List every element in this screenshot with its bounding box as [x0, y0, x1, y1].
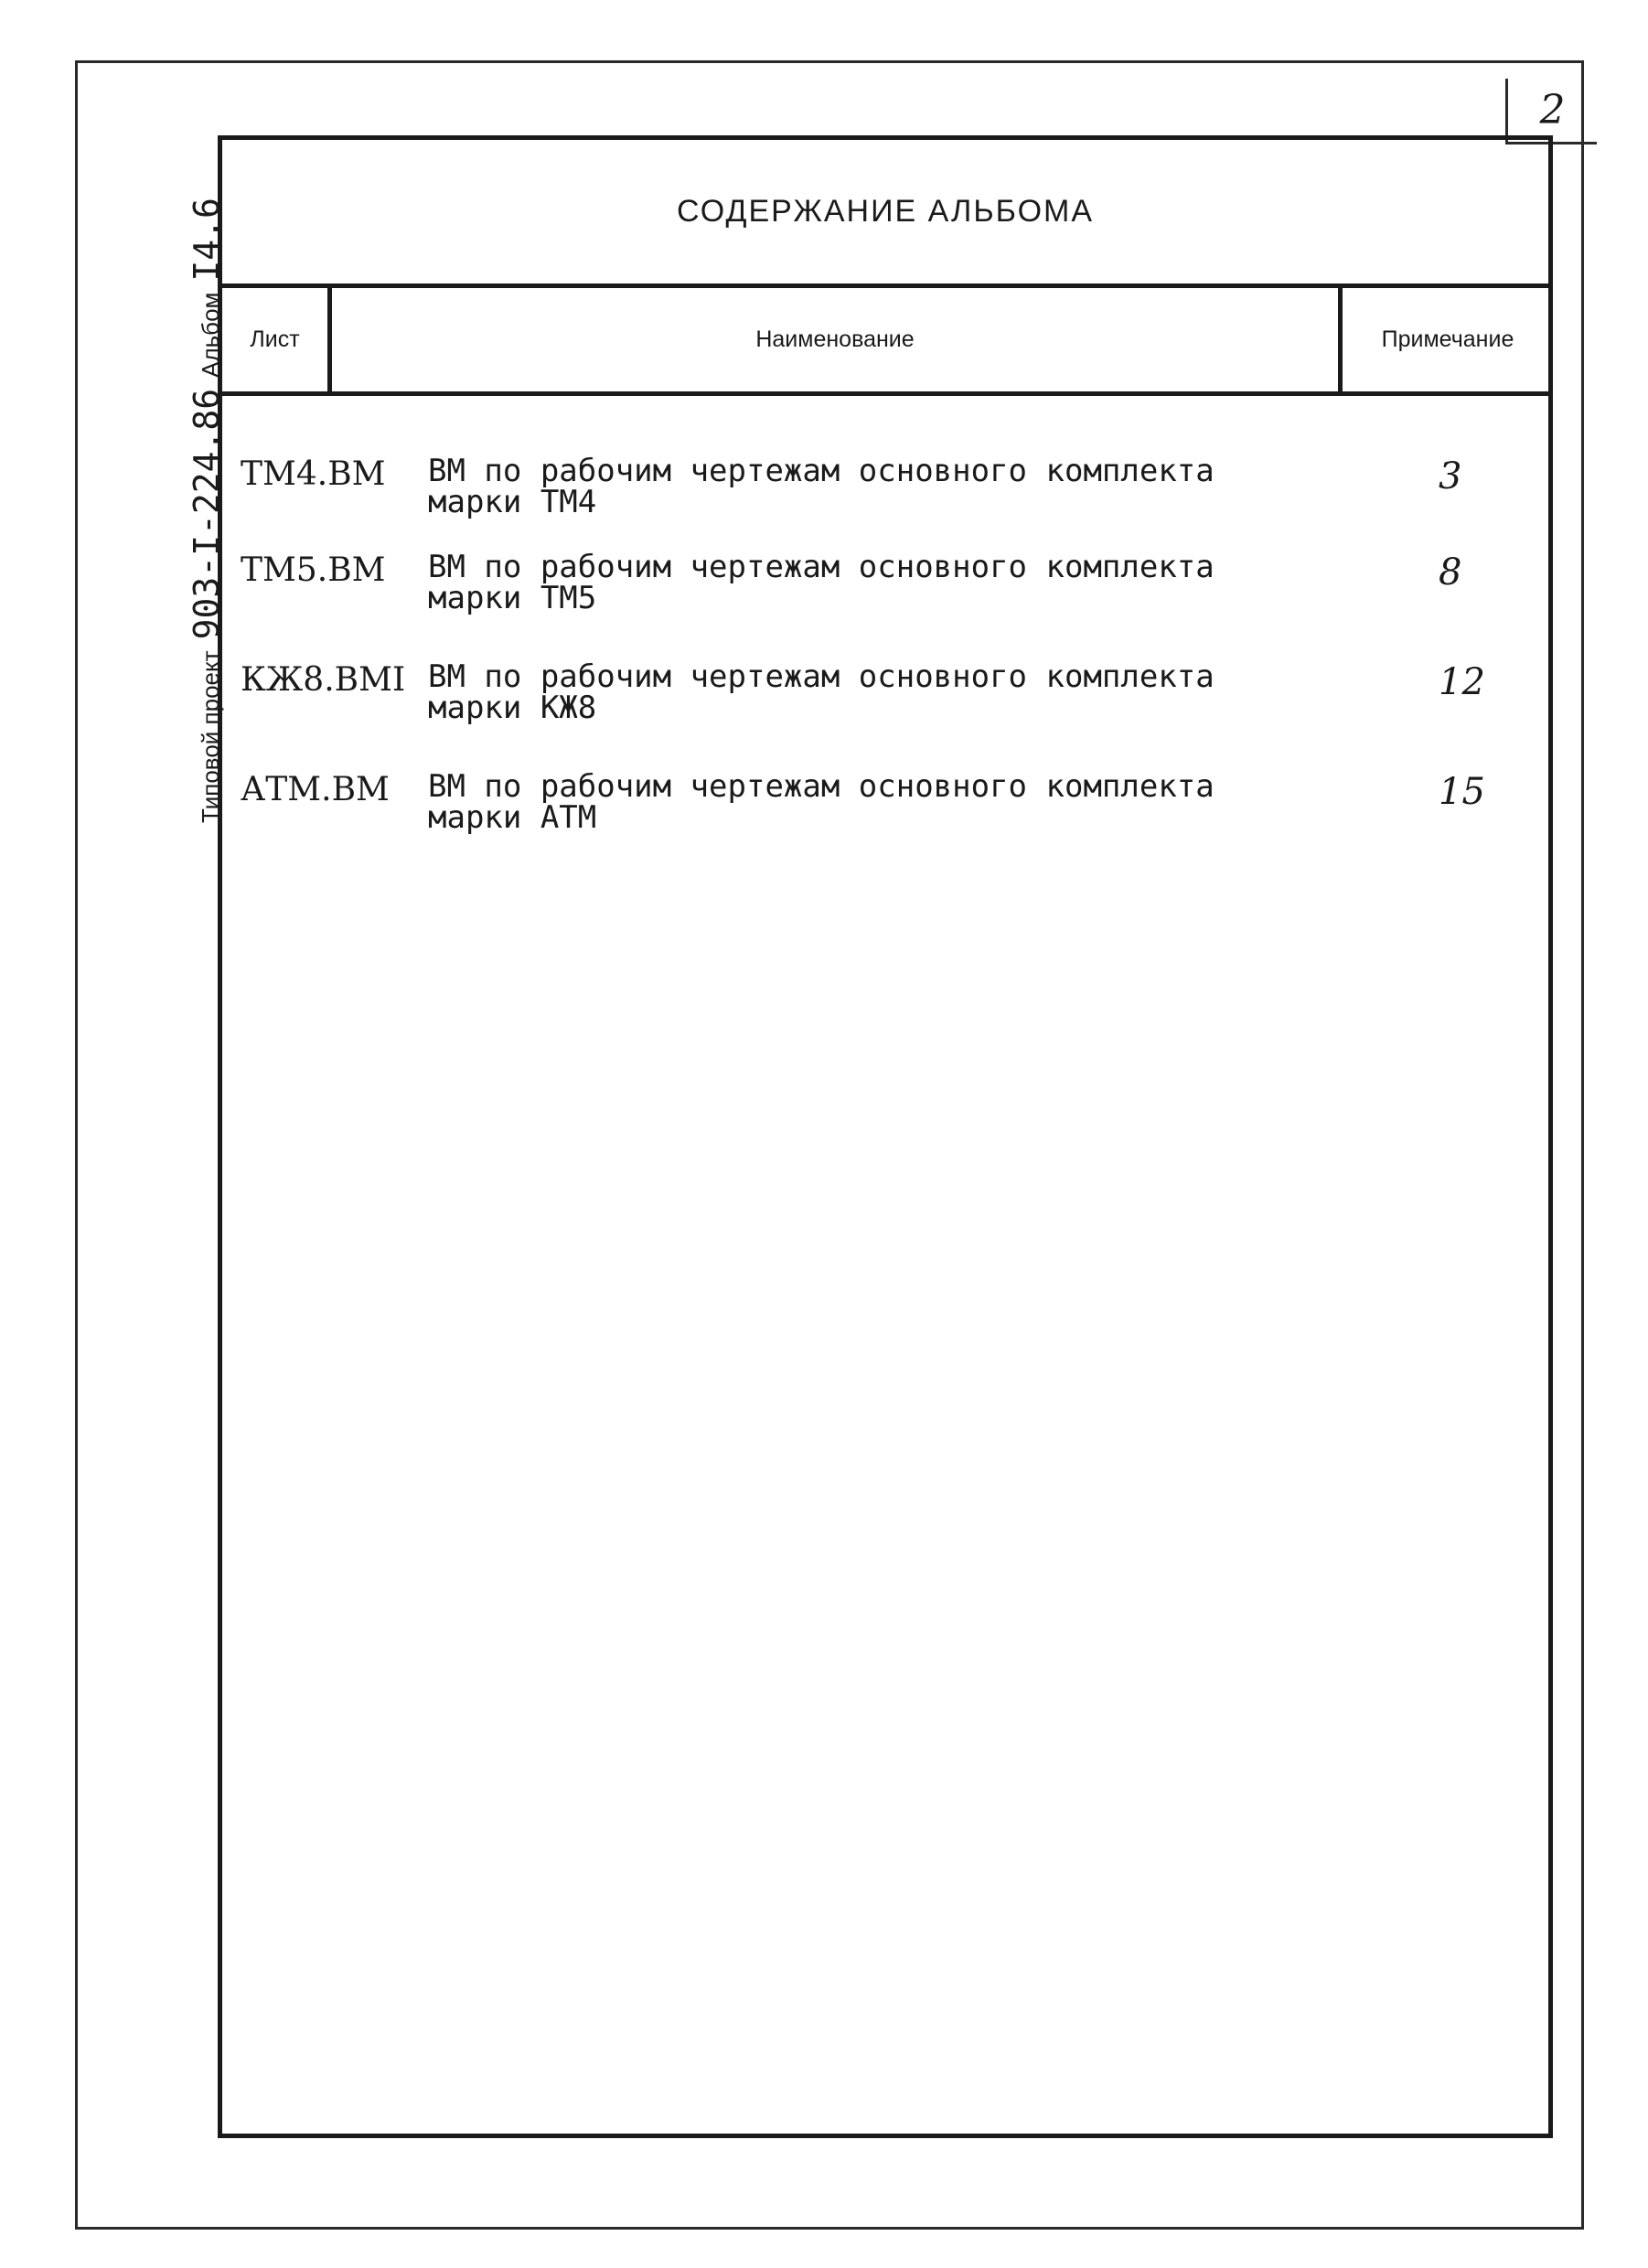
page-title: СОДЕРЖАНИЕ АЛЬБОМА: [676, 194, 1095, 229]
row-note: 15: [1439, 771, 1485, 813]
table-row: [222, 551, 1548, 634]
project-code: 903-I-224.86: [187, 388, 227, 640]
column-header-sheet: Лист: [222, 288, 332, 391]
column-header-name: Наименование: [332, 288, 1343, 391]
row-name-line2: марки ТМ5: [428, 580, 597, 616]
row-name-line2: марки АТМ: [428, 799, 597, 836]
row-sheet: ТМ4.ВМ: [241, 455, 386, 493]
row-name-line1: ВМ по рабочим чертежам основного комплекта: [428, 658, 1215, 695]
row-name-line1: ВМ по рабочим чертежам основного комплекта: [428, 768, 1215, 805]
title-row: [222, 140, 1548, 288]
column-header-note: Примечание: [1381, 326, 1514, 352]
row-note: 8: [1439, 551, 1462, 594]
table-row: [222, 658, 1548, 744]
table-header: [222, 288, 1548, 396]
project-label: Типовой проект: [197, 650, 224, 823]
row-name: [428, 551, 1324, 614]
row-sheet: КЖ8.ВМI: [241, 661, 406, 699]
row-name: [428, 658, 1324, 726]
album-code: I4.6: [187, 198, 227, 282]
row-name: [428, 768, 1324, 836]
contents-table: [218, 135, 1553, 2138]
page-number: 2: [1539, 87, 1566, 134]
album-label: Альбом: [197, 292, 224, 378]
table-row: [222, 768, 1548, 853]
row-note: 12: [1439, 661, 1485, 703]
row-name-line2: марки КЖ8: [428, 690, 597, 726]
row-name-line1: ВМ по рабочим чертежам основного комплекта: [428, 453, 1215, 489]
row-name: [428, 455, 1324, 518]
table-row: [222, 455, 1548, 538]
row-sheet: АТМ.ВМ: [241, 771, 390, 808]
row-sheet: ТМ5.ВМ: [241, 551, 386, 589]
row-name-line2: марки ТМ4: [428, 484, 597, 520]
row-note: 3: [1439, 455, 1462, 497]
row-name-line1: ВМ по рабочим чертежам основного комплекта: [428, 549, 1215, 585]
